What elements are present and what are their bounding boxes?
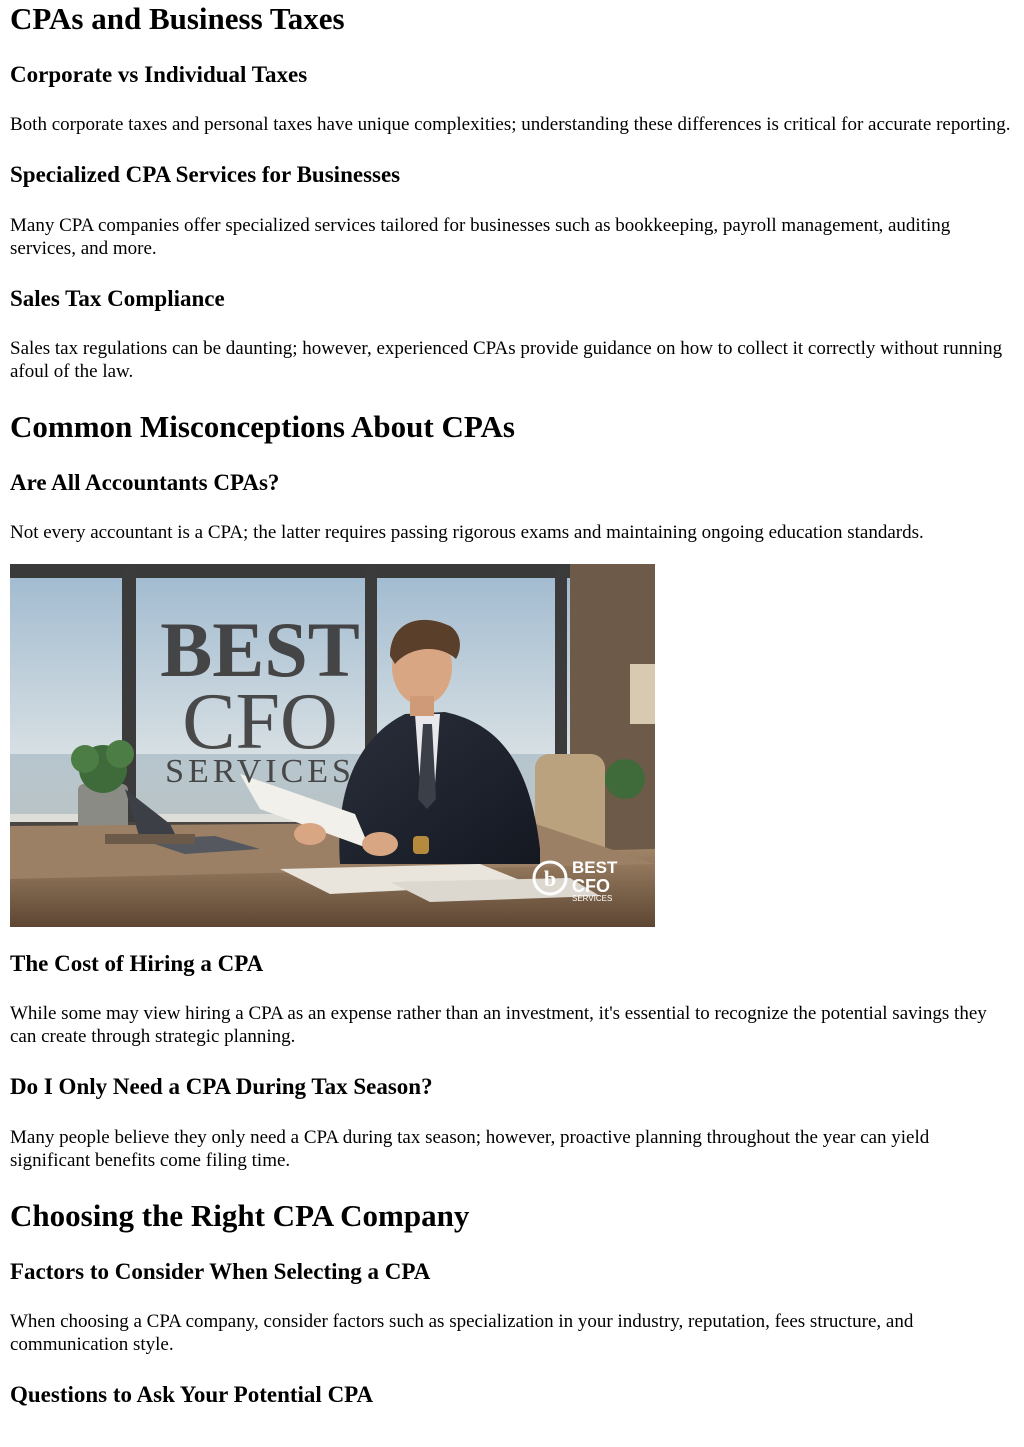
paragraph: Many people believe they only need a CPA during tax season; however, proactive planning throughout the year can yield significant benefits come filing time. bbox=[10, 1126, 930, 1171]
window-lettering: CFO bbox=[182, 678, 338, 767]
subsection-title: Sales Tax Compliance bbox=[10, 285, 225, 311]
paragraph: When choosing a CPA company, consider factors such as specialization in your industry, reputation, fees structure, and communication style. bbox=[10, 1310, 914, 1355]
logo-text: CFO bbox=[572, 876, 610, 897]
subsection-title: Are All Accountants CPAs? bbox=[10, 469, 280, 495]
article bbox=[0, 1, 1024, 1408]
subsection-title: Do I Only Need a CPA During Tax Season? bbox=[10, 1074, 433, 1100]
subsection-title: Factors to Consider When Selecting a CPA bbox=[10, 1258, 431, 1284]
section-heading: Common Misconceptions About CPAs bbox=[10, 408, 515, 444]
logo-mark: b bbox=[543, 866, 557, 892]
office-scene-illustration bbox=[10, 564, 655, 927]
paragraph: Many CPA companies offer specialized services tailored for businesses such as bookkeeping, payroll management, auditing services, and more. bbox=[10, 214, 951, 259]
window-lettering: BEST bbox=[160, 606, 360, 694]
paragraph: Sales tax regulations can be daunting; however, experienced CPAs provide guidance on how to collect it correctly without running afoul of the law. bbox=[10, 337, 1003, 382]
subsection-title: The Cost of Hiring a CPA bbox=[10, 951, 264, 977]
subsection-title: Corporate vs Individual Taxes bbox=[10, 61, 308, 87]
paragraph: Both corporate taxes and personal taxes have unique complexities; understanding these differences is critical for accurate reporting. bbox=[10, 114, 1011, 136]
window-lettering: SERVICES bbox=[165, 753, 355, 791]
section-heading: CPAs and Business Taxes bbox=[10, 1, 345, 36]
subsection-title: Specialized CPA Services for Businesses bbox=[10, 162, 401, 188]
paragraph: While some may view hiring a CPA as an expense rather than an investment, it's essential to recognize the potential savings they can create through strategic planning. bbox=[10, 1003, 987, 1048]
paragraph: Not every accountant is a CPA; the latter requires passing rigorous exams and maintaining ongoing education standards. bbox=[10, 522, 924, 544]
section-heading: Choosing the Right CPA Company bbox=[10, 1197, 470, 1233]
subsection-title: Questions to Ask Your Potential CPA bbox=[10, 1381, 374, 1407]
logo-text: BEST bbox=[572, 858, 618, 878]
article-image bbox=[10, 564, 655, 927]
logo-text: SERVICES bbox=[572, 894, 613, 904]
